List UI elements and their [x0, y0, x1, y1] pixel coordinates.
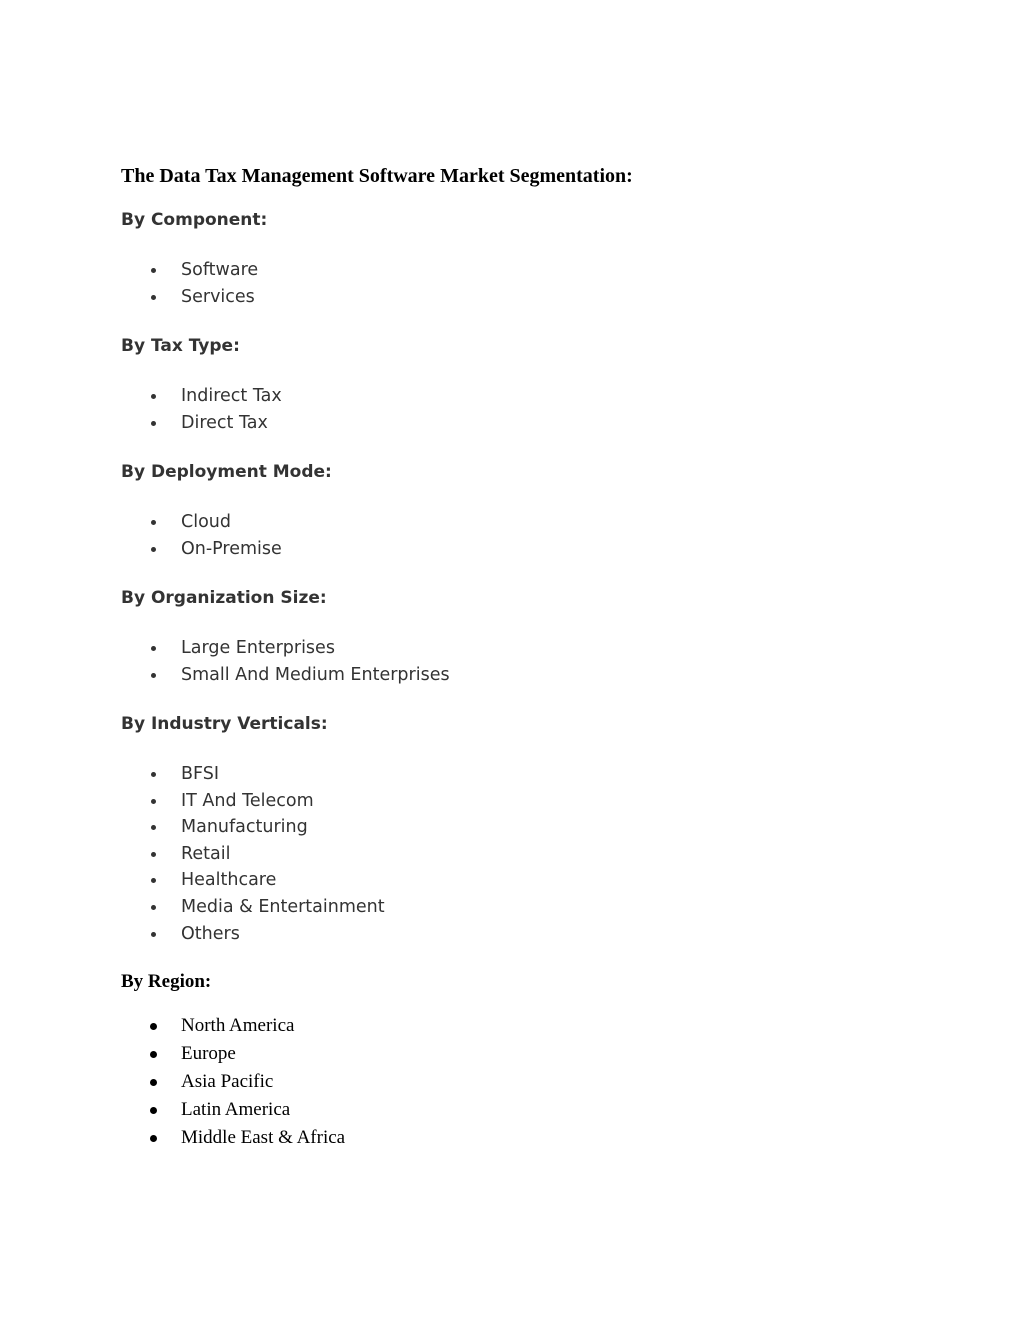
list-item-text: Retail: [181, 843, 231, 864]
list-item-text: Middle East & Africa: [181, 1127, 346, 1148]
section-heading-organization-size: By Organization Size:: [121, 588, 327, 608]
list-item-text: Software: [181, 260, 259, 280]
bullet-icon: [150, 1051, 157, 1058]
bullet-icon: [151, 520, 156, 525]
list-item-text: Others: [181, 923, 240, 944]
bullet-icon: [151, 646, 156, 651]
bullet-icon: [151, 547, 156, 552]
list-item-text: BFSI: [181, 764, 220, 784]
list-item-text: Healthcare: [181, 870, 277, 891]
document-title: The Data Tax Management Software Market Segmentation:: [121, 165, 633, 187]
section-heading-component: By Component:: [121, 210, 268, 230]
list-item-text: Europe: [181, 1043, 236, 1064]
bullet-icon: [150, 1135, 157, 1142]
list-item-text: Manufacturing: [181, 817, 308, 838]
bullet-icon: [150, 1023, 157, 1030]
list-item-text: Latin America: [181, 1099, 291, 1120]
list-item-text: IT And Telecom: [181, 790, 314, 811]
section-heading-deployment-mode: By Deployment Mode:: [121, 462, 332, 482]
section-heading-industry-verticals: By Industry Verticals:: [121, 714, 328, 734]
bullet-icon: [151, 394, 156, 399]
section-heading-tax-type: By Tax Type:: [121, 336, 240, 356]
list-item-text: Indirect Tax: [181, 386, 282, 406]
list-item-text: On-Premise: [181, 538, 282, 559]
bullet-icon: [150, 1079, 157, 1086]
bullet-icon: [151, 799, 156, 804]
bullet-icon: [151, 295, 156, 300]
bullet-icon: [151, 268, 156, 273]
bullet-icon: [151, 878, 156, 883]
bullet-icon: [150, 1107, 157, 1114]
list-item-text: North America: [181, 1015, 295, 1036]
bullet-icon: [151, 421, 156, 426]
list-item-text: Services: [181, 286, 255, 307]
section-heading-region: By Region:: [121, 971, 212, 992]
bullet-icon: [151, 772, 156, 777]
list-item-text: Direct Tax: [181, 412, 268, 433]
bullet-icon: [151, 673, 156, 678]
list-item-text: Large Enterprises: [181, 638, 335, 658]
bullet-icon: [151, 905, 156, 910]
list-item-text: Asia Pacific: [181, 1071, 274, 1092]
bullet-icon: [151, 825, 156, 830]
list-item-text: Media & Entertainment: [181, 896, 385, 917]
list-item-text: Small And Medium Enterprises: [181, 664, 450, 685]
list-item-text: Cloud: [181, 512, 231, 532]
bullet-icon: [151, 932, 156, 937]
bullet-icon: [151, 852, 156, 857]
